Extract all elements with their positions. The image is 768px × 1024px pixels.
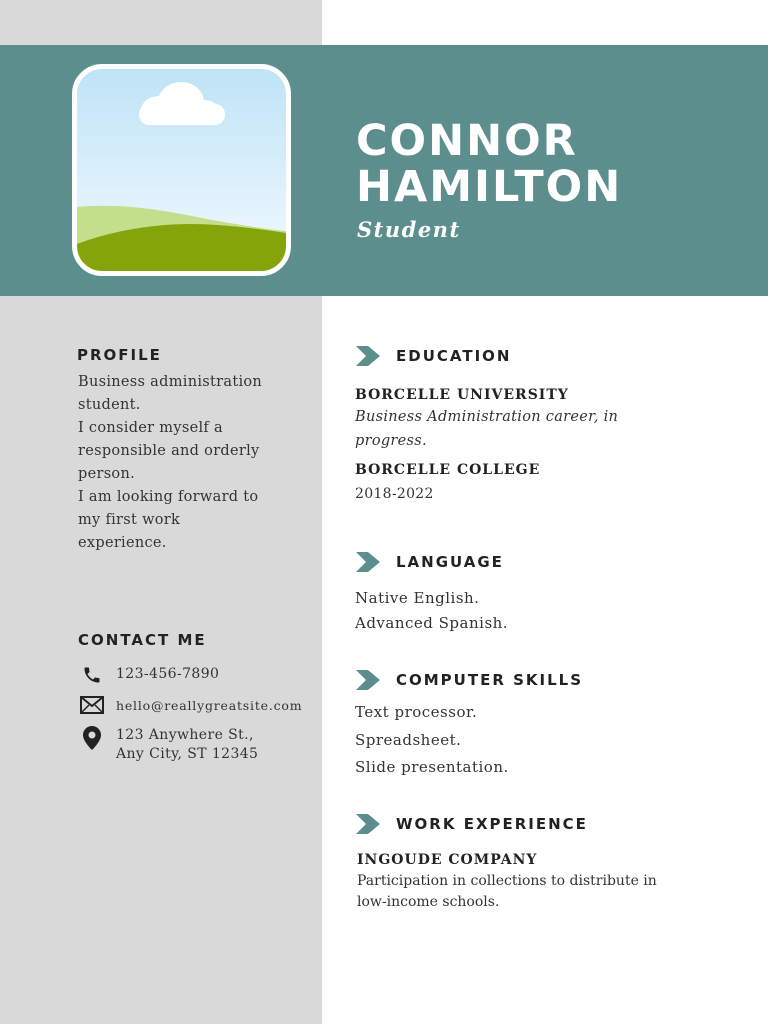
- chevron-right-icon: [356, 670, 380, 690]
- work-heading: [356, 814, 588, 834]
- profile-line: responsible and orderly: [78, 443, 260, 459]
- job-title: Student: [357, 217, 461, 242]
- person-name: [356, 118, 622, 210]
- skill-item: Spreadsheet.: [355, 731, 462, 749]
- address-line-2: Any City, ST 12345: [116, 746, 259, 762]
- education-years-2: 2018-2022: [355, 486, 434, 502]
- profile-line: person.: [78, 466, 136, 482]
- profile-line: I am looking forward to: [78, 489, 259, 505]
- contact-phone-row: [78, 665, 219, 687]
- last-name: HAMILTON: [356, 162, 623, 212]
- chevron-right-icon: [356, 346, 380, 366]
- profile-line: student.: [78, 397, 141, 413]
- work-description-line: Participation in collections to distribute in: [357, 873, 657, 889]
- contact-address-row: [78, 726, 258, 764]
- work-company: INGOUDE COMPANY: [357, 852, 538, 868]
- phone-icon: [78, 665, 106, 687]
- address-line-1: 123 Anywhere St.,: [116, 727, 254, 743]
- education-detail-line: progress.: [355, 433, 427, 449]
- language-item: Native English.: [355, 589, 480, 607]
- education-heading: [356, 346, 511, 366]
- profile-photo-placeholder: [72, 64, 291, 276]
- education-school-1: BORCELLE UNIVERSITY: [355, 387, 569, 403]
- profile-line: Business administration: [78, 374, 263, 390]
- contact-email-row: [78, 696, 302, 718]
- profile-text: [78, 371, 283, 555]
- address: [116, 726, 258, 764]
- chevron-right-icon: [356, 814, 380, 834]
- location-pin-icon: [78, 726, 106, 748]
- contact-heading: CONTACT ME: [78, 631, 207, 649]
- education-detail-1: [355, 405, 655, 453]
- education-school-2: BORCELLE COLLEGE: [355, 462, 541, 478]
- education-heading-label: EDUCATION: [396, 347, 512, 365]
- profile-line: experience.: [78, 535, 167, 551]
- language-heading: [356, 552, 504, 572]
- landscape-image-icon: [77, 69, 286, 271]
- skills-heading: [356, 670, 583, 690]
- skill-item: Text processor.: [355, 703, 478, 721]
- education-detail-line: Business Administration career, in: [355, 409, 619, 425]
- profile-heading: PROFILE: [77, 346, 162, 364]
- mail-icon: [78, 696, 106, 718]
- language-item: Advanced Spanish.: [355, 614, 509, 632]
- work-heading-label: WORK EXPERIENCE: [396, 815, 588, 833]
- profile-line: my first work: [78, 512, 181, 528]
- email-link[interactable]: hello@reallygreatsite.com: [116, 698, 303, 713]
- profile-line: I consider myself a: [78, 420, 223, 436]
- skill-item: Slide presentation.: [355, 758, 509, 776]
- skills-heading-label: COMPUTER SKILLS: [396, 671, 584, 689]
- first-name: CONNOR: [356, 116, 578, 166]
- work-description-line: low-income schools.: [357, 894, 500, 910]
- language-heading-label: LANGUAGE: [396, 553, 504, 571]
- work-description: [357, 871, 687, 913]
- chevron-right-icon: [356, 552, 380, 572]
- phone-number: 123-456-7890: [116, 666, 220, 682]
